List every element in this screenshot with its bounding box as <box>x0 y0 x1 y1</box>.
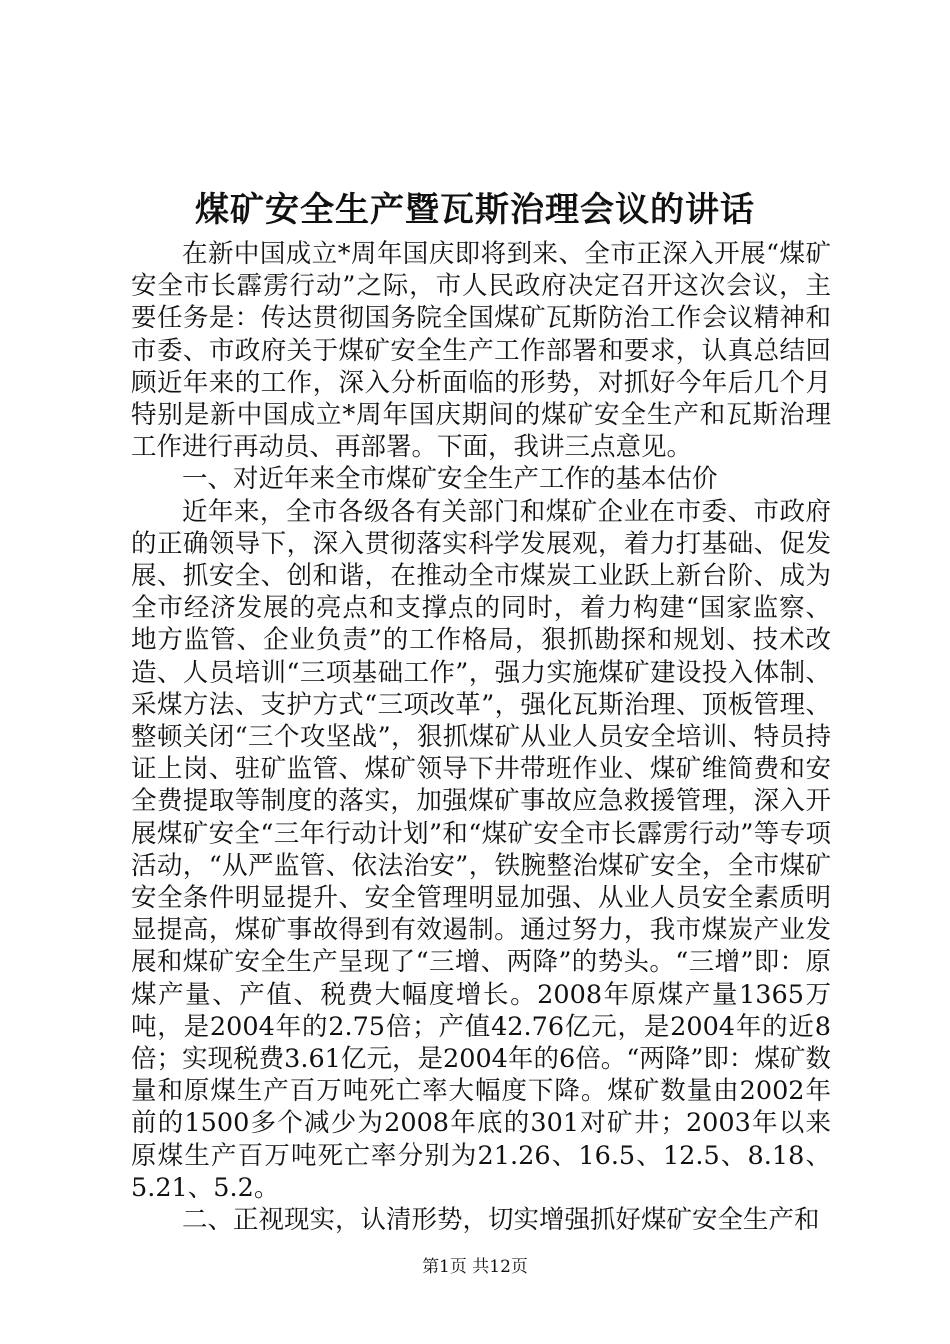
intro-paragraph: 在新中国成立*周年国庆即将到来、全市正深入开展“煤矿安全市长霹雳行动”之际，市人民政府决定召开这次会议，主要任务是：传达贯彻国务院全国煤矿瓦斯防治工作会议精神和市委、市政府关于煤矿安全生产工作部署和要求，认真总结回顾近年来的工作，深入分析面临的形势，对抓好今年后几个月特别是新中国成立*周年国庆期间的煤矿安全生产和瓦斯治理工作进行再动员、再部署。下面，我讲三点意见。 <box>131 239 831 463</box>
document-title: 煤矿安全生产暨瓦斯治理会议的讲话 <box>195 190 755 230</box>
section-heading-2: 二、正视现实，认清形势，切实增强抓好煤矿安全生产和 <box>182 1205 820 1236</box>
page-footer: 第1页 共12页 <box>422 1257 528 1277</box>
document-body <box>131 238 831 1236</box>
section-1-paragraph: 近年来，全市各级各有关部门和煤矿企业在市委、市政府的正确领导下，深入贯彻落实科学发展观，着力打基础、促发展、抓安全、创和谐，在推动全市煤炭工业跃上新台阶、成为全市经济发展的亮点和支撑点的同时，着力构建“国家监察、地方监管、企业负责”的工作格局，狠抓勘探和规划、技术改造、人员培训“三项基础工作”，强力实施煤矿建设投入体制、采煤方法、支护方式“三项改革”，强化瓦斯治理、顶板管理、整顿关闭“三个攻坚战”，狠抓煤矿从业人员安全培训、特员持证上岗、驻矿监管、煤矿领导下井带班作业、煤矿维简费和安全费提取等制度的落实，加强煤矿事故应急救援管理，深入开展煤矿安全“三年行动计划”和“煤矿安全市长霹雳行动”等专项活动，“从严监管、依法治安”，铁腕整治煤矿安全，全市煤矿安全条件明显提升、安全管理明显加强、从业人员安全素质明显提高，煤矿事故得到有效遏制。通过努力，我市煤炭产业发展和煤矿安全生产呈现了“三增、两降”的势头。“三增”即：原煤产量、产值、税费大幅度增长。2008年原煤产量1365万吨，是2004年的2.75倍；产值42.76亿元，是2004年的近8倍；实现税费3.61亿元，是2004年的6倍。“两降”即：煤矿数量和原煤生产百万吨死亡率大幅度下降。煤矿数量由2002年前的1500多个减少为2008年底的301对矿井；2003年以来原煤生产百万吨死亡率分别为21.26、16.5、12.5、8.18、5.21、5.2。 <box>131 496 831 1203</box>
section-heading-1: 一、对近年来全市煤矿安全生产工作的基本估价 <box>182 464 718 495</box>
